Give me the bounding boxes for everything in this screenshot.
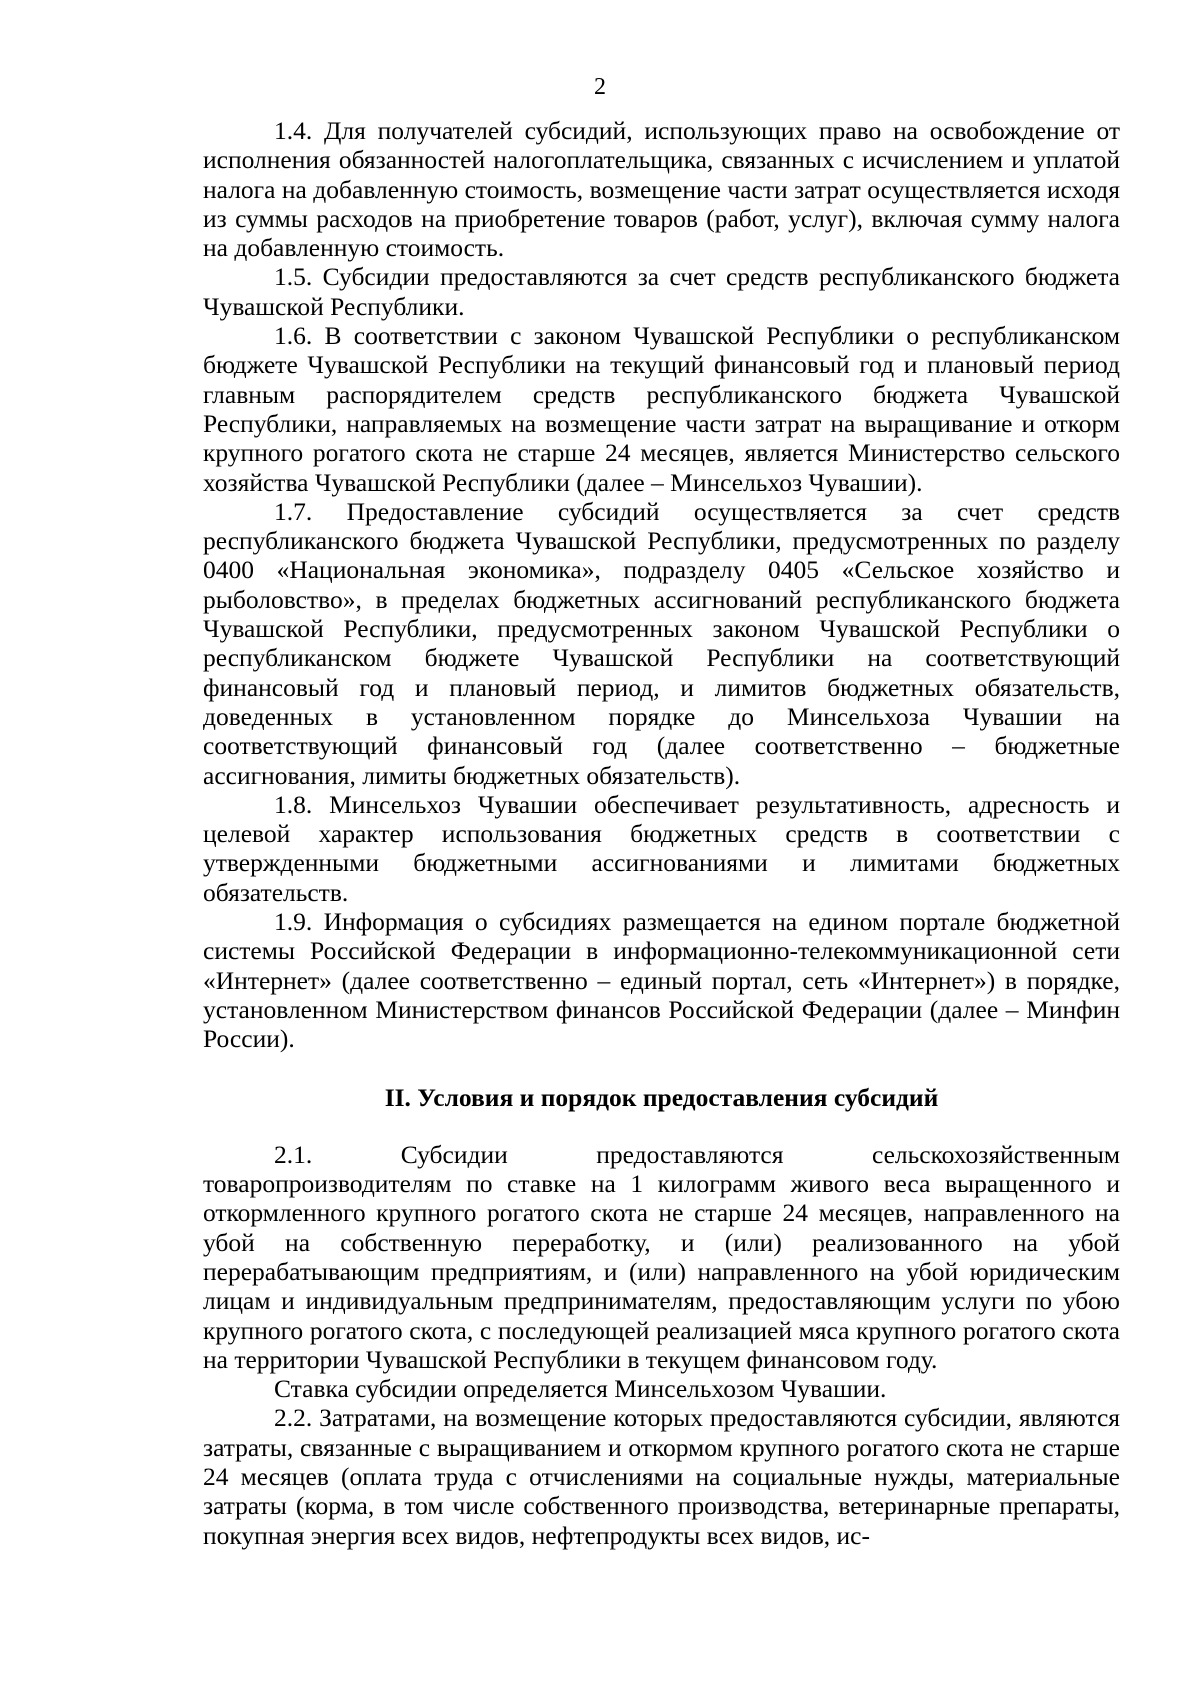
paragraph-2-2: 2.2. Затратами, на возмещение которых предоставляются субсидии, являются затраты, связанные с выращиванием и откормом крупного рогатого скота не старше 24 месяцев (оплата труда с отчислениями на социальные нужды, материальные затраты (корма, в том числе собственного производства, ветеринарные препараты, покупная энергия всех видов, нефтепродукты всех видов, ис- (203, 1403, 1120, 1550)
section-heading: II. Условия и порядок предоставления субсидий (384, 1082, 939, 1112)
paragraph-1-6: 1.6. В соответствии с законом Чувашской Республики о республиканском бюджете Чувашской Республики на текущий финансовый год и плановый период главным распорядителем средств республиканского бюджета Чувашской Республики, направляемых на возмещение части затрат на выращивание и откорм крупного рогатого скота не старше 24 месяцев, является Министерство сельского хозяйства Чувашской Республики (далее – Минсельхоз Чувашии). (203, 321, 1120, 497)
paragraph-2-1: 2.1. Субсидии предоставляются сельскохозяйственным товаропроизводителям по ставке на 1 килограмм живого веса выращенного и откормленного крупного рогатого скота не старше 24 месяцев, направленного на убой на собственную переработку, и (или) реализованного на убой перерабатывающим предприятиям, и (или) направленного на убой юридическим лицам и индивидуальным предпринимателям, предоставляющим услуги по убою крупного рогатого скота, с последующей реализацией мяса крупного рогатого скота на территории Чувашской Республики в текущем финансовом году. (203, 1139, 1120, 1374)
page-number: 2 (594, 74, 606, 100)
paragraph-1-9: 1.9. Информация о субсидиях размещается на едином портале бюджетной системы Российской Федерации в информационно-телекоммуникационной сети «Интернет» (далее соответственно – единый портал, сеть «Интернет») в порядке, установленном Министерством финансов Российской Федерации (далее – Минфин России). (203, 907, 1120, 1054)
paragraph-1-8: 1.8. Минсельхоз Чувашии обеспечивает результативность, адресность и целевой характер использования бюджетных средств в соответствии с утвержденными бюджетными ассигнованиями и лимитами бюджетных обязательств. (203, 789, 1120, 907)
document-body (203, 116, 1120, 1550)
paragraph-subsidy-rate: Ставка субсидии определяется Минсельхозом Чувашии. (274, 1374, 887, 1404)
paragraph-1-5: 1.5. Субсидии предоставляются за счет средств республиканского бюджета Чувашской Республики. (203, 262, 1120, 321)
paragraph-1-7: 1.7. Предоставление субсидий осуществляется за счет средств республиканского бюджета Чувашской Республики, предусмотренных по разделу 0400 «Национальная экономика», подразделу 0405 «Сельское хозяйство и рыболовство», в пределах бюджетных ассигнований республиканского бюджета Чувашской Республики, предусмотренных законом Чувашской Республики о республиканском бюджете Чувашской Республики на соответствующий финансовый год и плановый период, и лимитов бюджетных обязательств, доведенных в установленном порядке до Минсельхоза Чувашии на соответствующий финансовый год (далее соответственно – бюджетные ассигнования, лимиты бюджетных обязательств). (203, 496, 1120, 790)
paragraph-1-4: 1.4. Для получателей субсидий, использующих право на освобождение от исполнения обязанностей налогоплательщика, связанных с исчислением и уплатой налога на добавленную стоимость, возмещение части затрат осуществляется исходя из суммы расходов на приобретение товаров (работ, услуг), включая сумму налога на добавленную стоимость. (203, 116, 1120, 263)
